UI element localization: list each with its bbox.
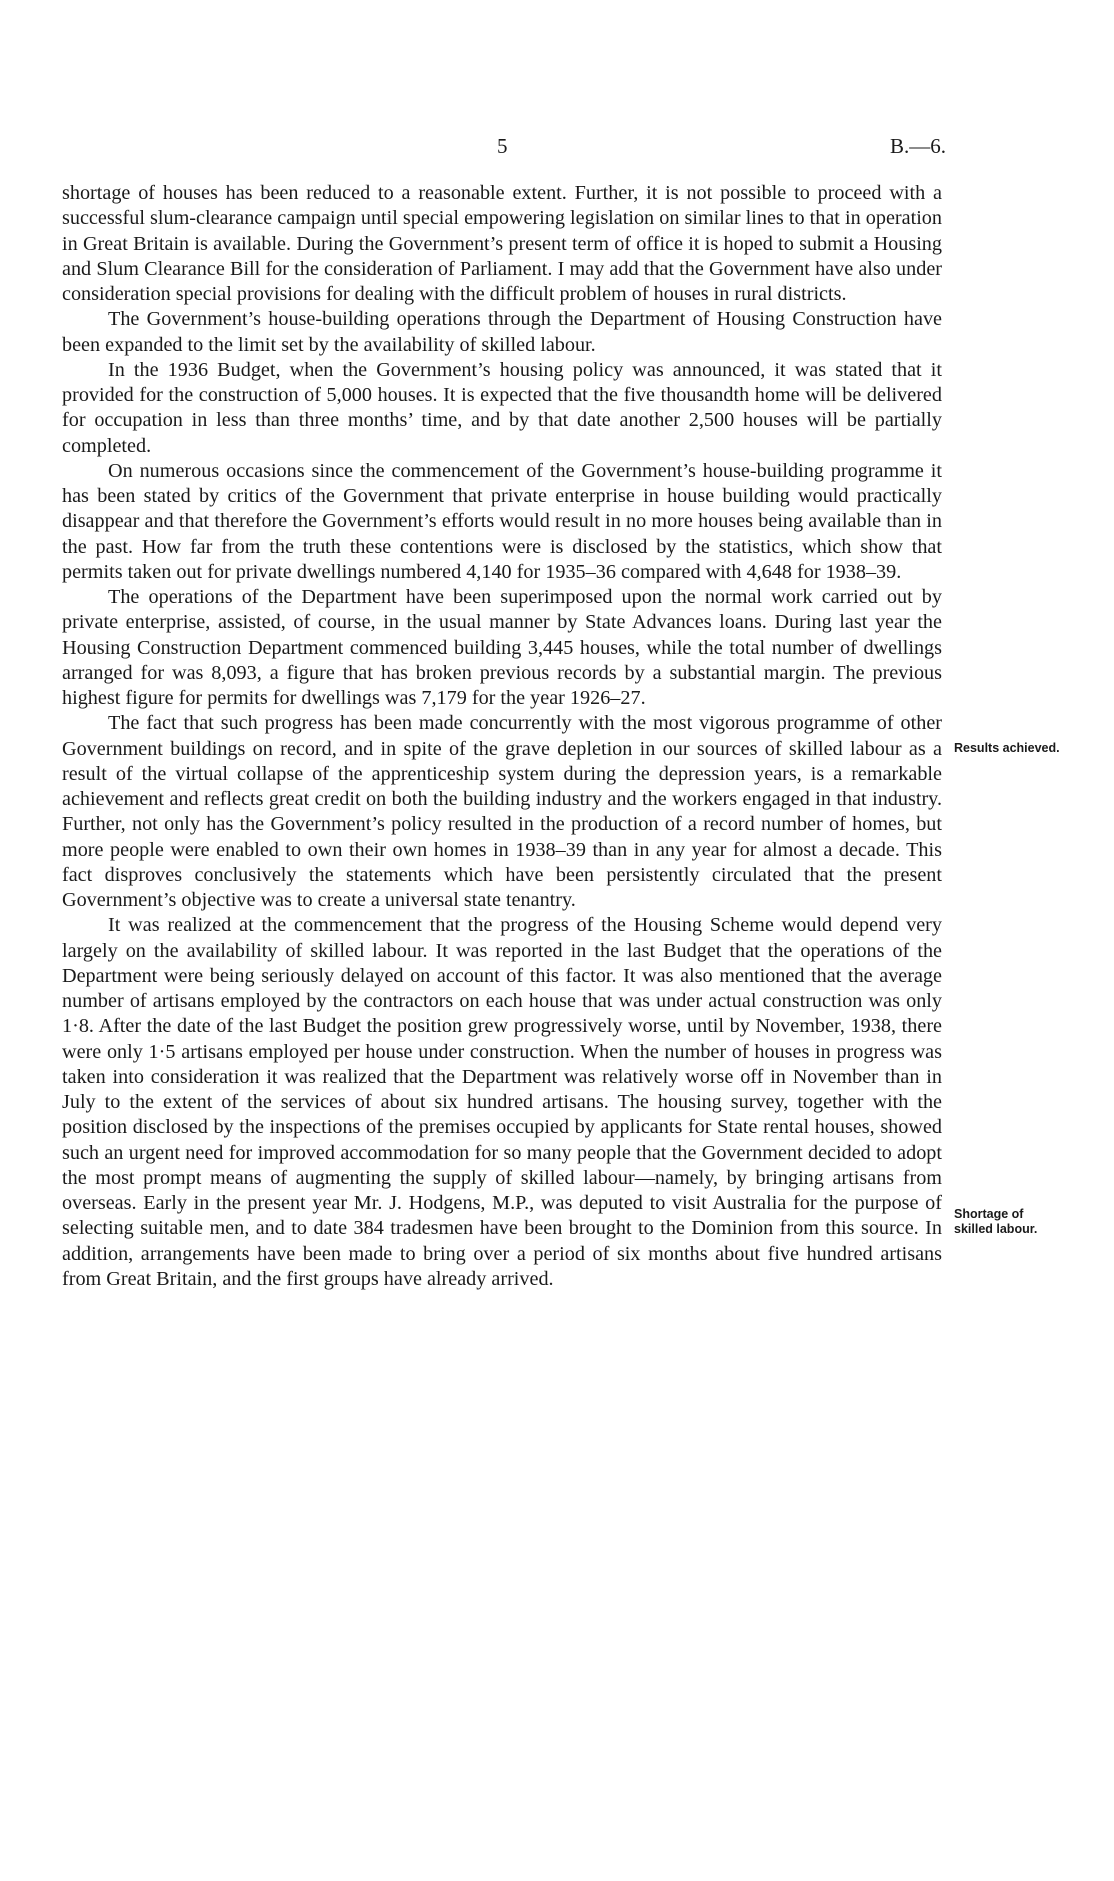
body-text <box>62 181 942 1292</box>
paragraph: On numerous occasions since the commencement of the Government’s house-building programme it has been stated by critics of the Government that private enterprise in house building would practically disappear and that therefore the Government’s efforts would result in no more houses being available than in the past. How far from the truth these contentions were is disclosed by the statistics, which show that permits taken out for private dwellings numbered 4,140 for 1935–36 compared with 4,648 for 1938–39. <box>62 459 942 583</box>
paragraph: It was realized at the commencement that the progress of the Housing Scheme would depend very largely on the availability of skilled labour. It was reported in the last Budget that the operations of the Department were being seriously delayed on account of this factor. It was also mentioned that the average number of artisans employed by the contractors on each house that was under actual construction was only 1·8. After the date of the last Budget the position grew progressively worse, until by November, 1938, there were only 1·5 artisans employed per house under construction. When the number of houses in progress was taken into consideration it was realized that the Department was relatively worse off in November than in July to the extent of the services of about six hundred artisans. The housing survey, together with the position disclosed by the inspections of the premises occupied by applicants for State rental houses, showed such an urgent need for improved accommodation for so many people that the Government decided to adopt the most prompt means of augmenting the supply of skilled labour—namely, by bringing artisans from overseas. Early in the present year Mr. J. Hodgens, M.P., was deputed to visit Australia for the purpose of selecting suitable men, and to date 384 tradesmen have been brought to the Dominion from this source. In addition, arrangements have been made to bring over a period of six months about five hundred artisans from Great Britain, and the first groups have already arrived. <box>62 914 942 1290</box>
paragraph: In the 1936 Budget, when the Government’s housing policy was announced, it was stated that it provided for the construction of 5,000 houses. It is expected that the five thousandth home will be delivered for occupation in less than three months’ time, and by that date another 2,500 houses will be partially completed. <box>62 358 942 457</box>
paragraph: The fact that such progress has been made concurrently with the most vigorous programme of other Government buildings on record, and in spite of the grave depletion in our sources of skilled labour as a result of the virtual collapse of the apprenticeship system during the depression years, is a remarkable achievement and reflects great credit on both the building industry and the workers engaged in that industry. Further, not only has the Government’s policy resulted in the production of a record number of homes, but more people were enabled to own their own homes in 1938–39 than in any year for almost a decade. This fact disproves conclusively the statements which have been persistently circulated that the present Government’s objective was to create a universal state tenantry. <box>62 712 942 911</box>
page-header <box>0 134 1114 164</box>
margin-note-results-achieved: Results achieved. <box>954 741 1060 755</box>
page-number: 5 <box>497 134 508 158</box>
margin-note-shortage-of-skilled-labour: Shortage of skilled labour. <box>954 1207 1038 1236</box>
paragraph: The Government’s house-building operations through the Department of Housing Construction have been expanded to the limit set by the availability of skilled labour. <box>62 308 942 356</box>
paragraph: The operations of the Department have been superimposed upon the normal work carried out by private enterprise, assisted, of course, in the usual manner by State Advances loans. During last year the Housing Construction Department commenced building 3,445 houses, while the total number of dwellings arranged for was 8,093, a figure that has broken previous records by a substantial margin. The previous highest figure for permits for dwellings was 7,179 for the year 1926–27. <box>62 586 942 709</box>
paragraph-continued: shortage of houses has been reduced to a reasonable extent. Further, it is not possible to proceed with a successful slum-clearance campaign until special empowering legislation on similar lines to that in operation in Great Britain is available. During the Government’s present term of office it is hoped to submit a Housing and Slum Clearance Bill for the consideration of Parliament. I may add that the Government have also under consideration special provisions for dealing with the difficult problem of houses in rural districts. <box>62 182 942 305</box>
document-reference: B.—6. <box>889 134 946 158</box>
